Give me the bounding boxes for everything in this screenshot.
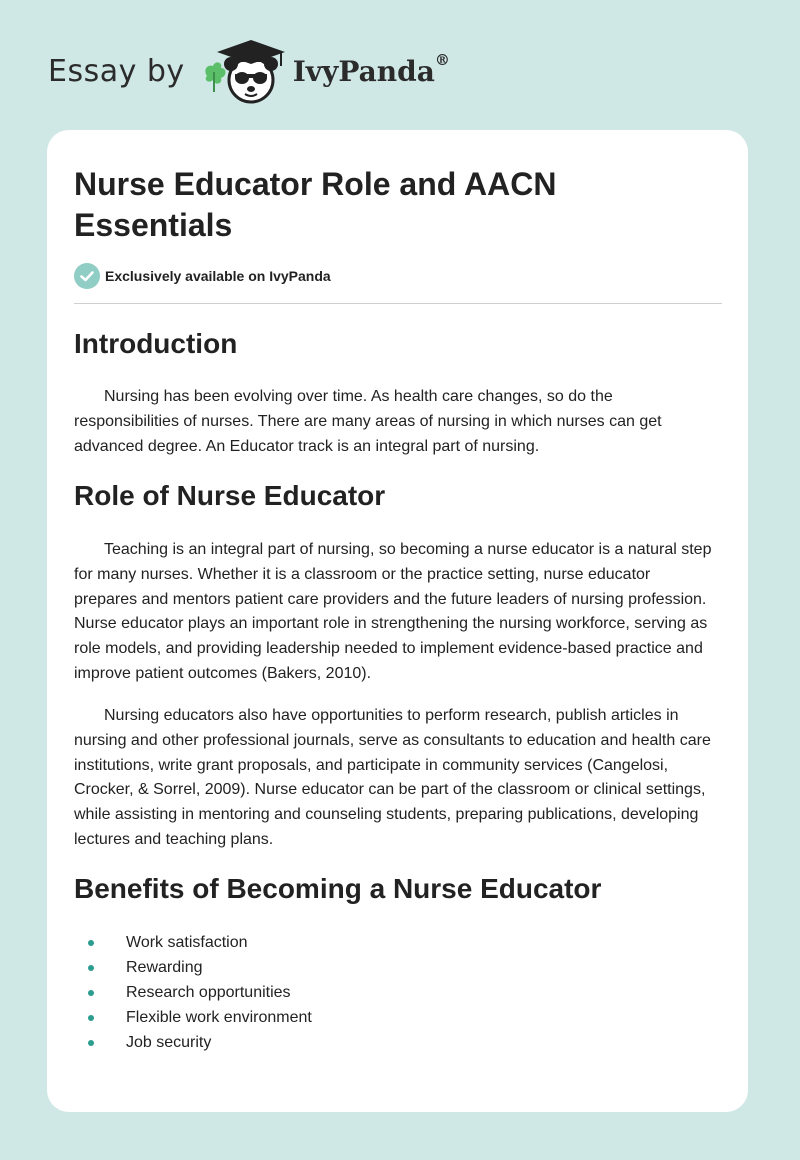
- paragraph: Nursing educators also have opportunities to perform research, publish articles in nursing and other professional journals, serve as consultants to education and health care institutions, write grant proposals, and participate in community services (Cangelosi, Crocker, & Sorrel, 2009). Nurse educator can be part of the classroom or clinical settings, while assisting in mentoring and counseling students, preparing publications, developing lectures and teaching plans.: [74, 707, 711, 848]
- bullet-icon: [88, 965, 94, 971]
- exclusive-badge: [74, 263, 331, 289]
- list-item: Rewarding: [74, 955, 312, 980]
- benefits-list: [74, 930, 312, 1055]
- bullet-icon: [88, 1015, 94, 1021]
- paragraph: Nursing has been evolving over time. As health care changes, so do the responsibilities of nurses. There are many areas of nursing in which nurses can get advanced degree. An Educator track is an integral part of nursing.: [74, 388, 662, 455]
- list-item: Job security: [74, 1030, 312, 1055]
- bullet-icon: [88, 940, 94, 946]
- registered-mark: ®: [434, 50, 450, 69]
- section-heading-role: Role of Nurse Educator: [74, 480, 386, 511]
- section-heading-benefits: Benefits of Becoming a Nurse Educator: [74, 873, 602, 904]
- bullet-icon: [88, 1040, 94, 1046]
- list-item: Work satisfaction: [74, 930, 312, 955]
- list-item: Research opportunities: [74, 980, 312, 1005]
- bullet-icon: [88, 990, 94, 996]
- brand-prefix: Essay by: [48, 53, 185, 89]
- title-divider: [74, 303, 722, 304]
- page-title: Nurse Educator Role and AACN Essentials: [74, 166, 557, 243]
- paragraph: Teaching is an integral part of nursing, so becoming a nurse educator is a natural step for many nurses. Whether it is a classroom or the practice setting, nurse educator prepares and mentors patient care providers and the future leaders of nursing profession. Nurse educator plays an important role in strengthening the nursing workforce, serving as role models, and providing leadership needed to implement evidence-based practice and improve patient outcomes (Bakers, 2010).: [74, 541, 712, 682]
- brand-name[interactable]: IvyPanda®: [292, 50, 450, 88]
- brand-header: [48, 36, 450, 106]
- exclusive-badge-text: Exclusively available on IvyPanda: [105, 268, 331, 284]
- essay-card: [47, 130, 748, 1112]
- section-heading-introduction: Introduction: [74, 328, 238, 359]
- panda-logo-icon[interactable]: [201, 36, 289, 106]
- list-item: Flexible work environment: [74, 1005, 312, 1030]
- check-circle-icon: [74, 263, 100, 289]
